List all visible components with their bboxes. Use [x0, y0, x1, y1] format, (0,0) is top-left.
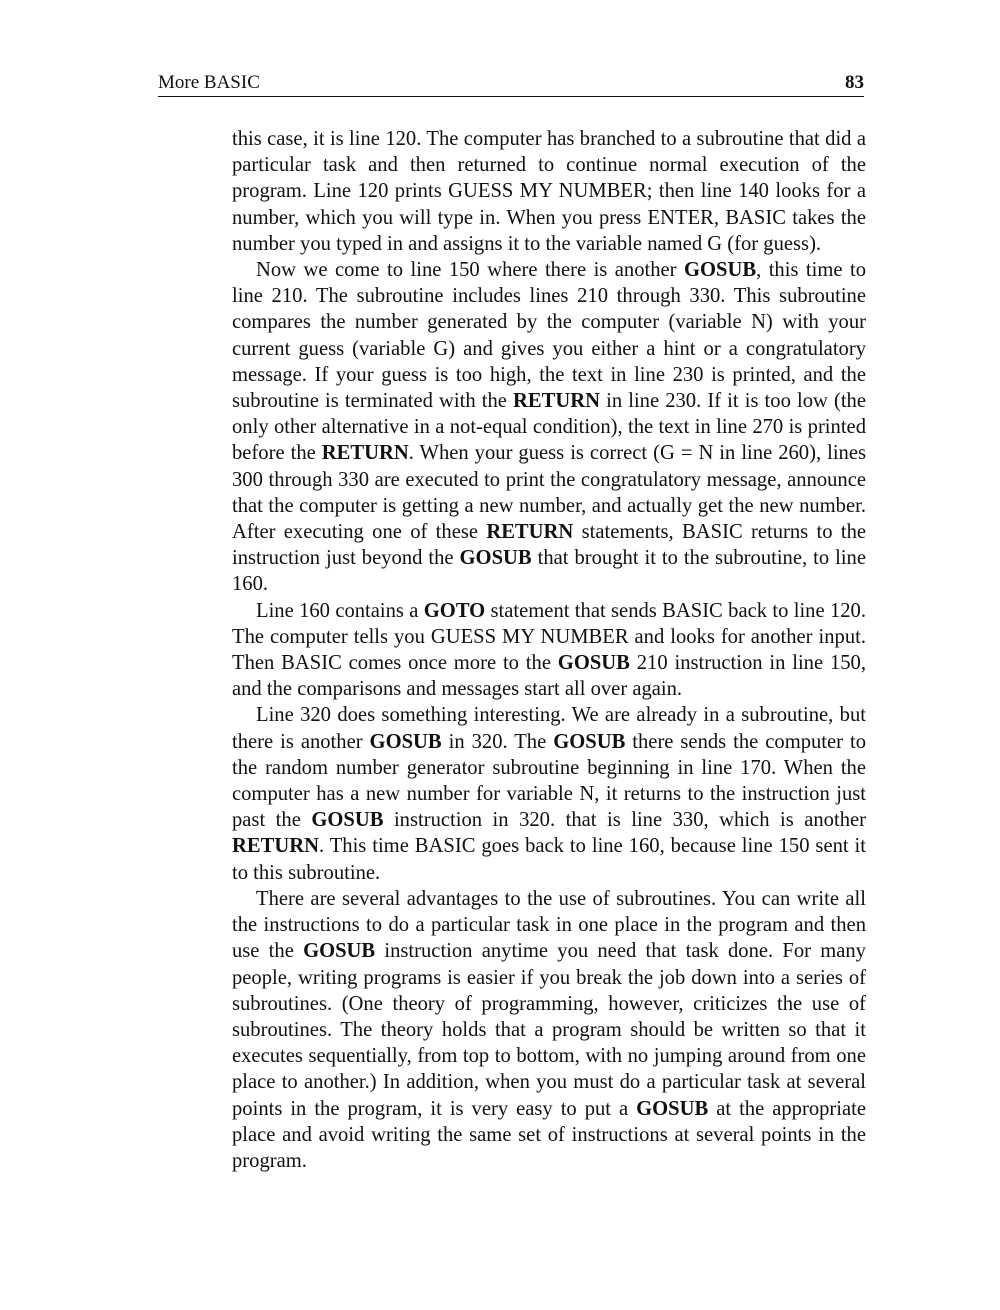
paragraph — [232, 257, 866, 598]
bold-keyword: GOTO — [423, 599, 486, 622]
page-number: 83 — [845, 72, 864, 93]
bold-keyword: GOSUB — [311, 809, 384, 832]
text-run: , this time to line 210. The subroutine includes lines 210 through 330. This subroutine compares the number generated by the computer (variable N) with your current guess (variable G) and gives you either a hint or a congratulatory message. If your guess is too high, the text in line 230 is printed, and the subroutine is terminated with the — [232, 259, 866, 413]
text-run: statements, BASIC returns to the instruction just beyond the — [232, 521, 867, 570]
text-run: in 320. The — [441, 730, 554, 753]
bold-keyword: RETURN — [513, 390, 600, 413]
bold-keyword: GOSUB — [303, 940, 376, 963]
text-run: Line 160 contains a — [256, 599, 424, 622]
text-run: statement that sends BASIC back to line 120. The computer tells you GUESS MY NUMBER and looks for another input. Then BASIC comes once more to the — [232, 599, 866, 675]
text-run: Now we come to line 150 where there is another — [256, 259, 684, 282]
text-run: . When your guess is correct (G = N in line 260), lines 300 through 330 are executed to print the congratulatory message, announce that the computer is getting a new number, and actually get the new number. After executing one of these — [232, 442, 867, 544]
text-run: there sends the computer to the random number generator subroutine beginning in line 170. When the computer has a new number for variable N, it returns to the instruction just past the — [232, 730, 867, 832]
paragraph — [232, 598, 866, 703]
text-run: There are several advantages to the use of subroutines. You can write all the instructions to do a particular task in one place in the program and then use the — [232, 887, 866, 963]
bold-keyword: GOSUB — [557, 652, 630, 675]
text-run: instruction anytime you need that task done. For many people, writing programs is easier if you break the job down into a series of subroutines. (One theory of programming, however, criticizes the use of subroutines. The theory holds that a program should be written so that it executes sequentially, from top to bottom, with no jumping around from one place to another.) In addition, when you must do a particular task at several points in the program, it is very easy to put a — [232, 940, 866, 1120]
text-run: that brought it to the subroutine, to line 160. — [232, 547, 866, 596]
bold-keyword: GOSUB — [683, 259, 757, 282]
text-run: instruction in 320. that is line 330, which is another — [383, 809, 866, 832]
text-run: 210 instruction in line 150, and the comparisons and messages start all over again. — [232, 652, 866, 701]
paragraph — [232, 886, 866, 1174]
bold-keyword: RETURN — [321, 442, 409, 465]
bold-keyword: RETURN — [486, 521, 574, 544]
text-run: Line 320 does something interesting. We are already in a subroutine, but there is another — [232, 704, 866, 753]
page-header — [158, 70, 864, 97]
paragraph — [232, 702, 866, 885]
bold-keyword: RETURN — [232, 835, 319, 858]
bold-keyword: GOSUB — [636, 1097, 709, 1120]
text-run: at the appropriate place and avoid writing the same set of instructions at several points in the program. — [232, 1097, 866, 1172]
bold-keyword: GOSUB — [459, 547, 532, 570]
bold-keyword: GOSUB — [553, 730, 626, 753]
text-run: . This time BASIC goes back to line 160, because line 150 sent it to this subroutine. — [232, 835, 866, 884]
text-run: this case, it is line 120. The computer has branched to a subroutine that did a particular task and then returned to continue normal execution of the program. Line 120 prints GUESS MY NUMBER; then line 140 looks for a number, which you will type in. When you press ENTER, BASIC takes the number you typed in and assigns it to the variable named G (for guess). — [232, 128, 866, 255]
running-title: More BASIC — [158, 72, 260, 93]
paragraph — [232, 126, 866, 257]
body-text — [232, 126, 866, 1174]
text-run: in line 230. If it is too low (the only other alternative in a not-equal condition), the text in line 270 is printed before the — [232, 390, 866, 465]
bold-keyword: GOSUB — [369, 730, 442, 753]
